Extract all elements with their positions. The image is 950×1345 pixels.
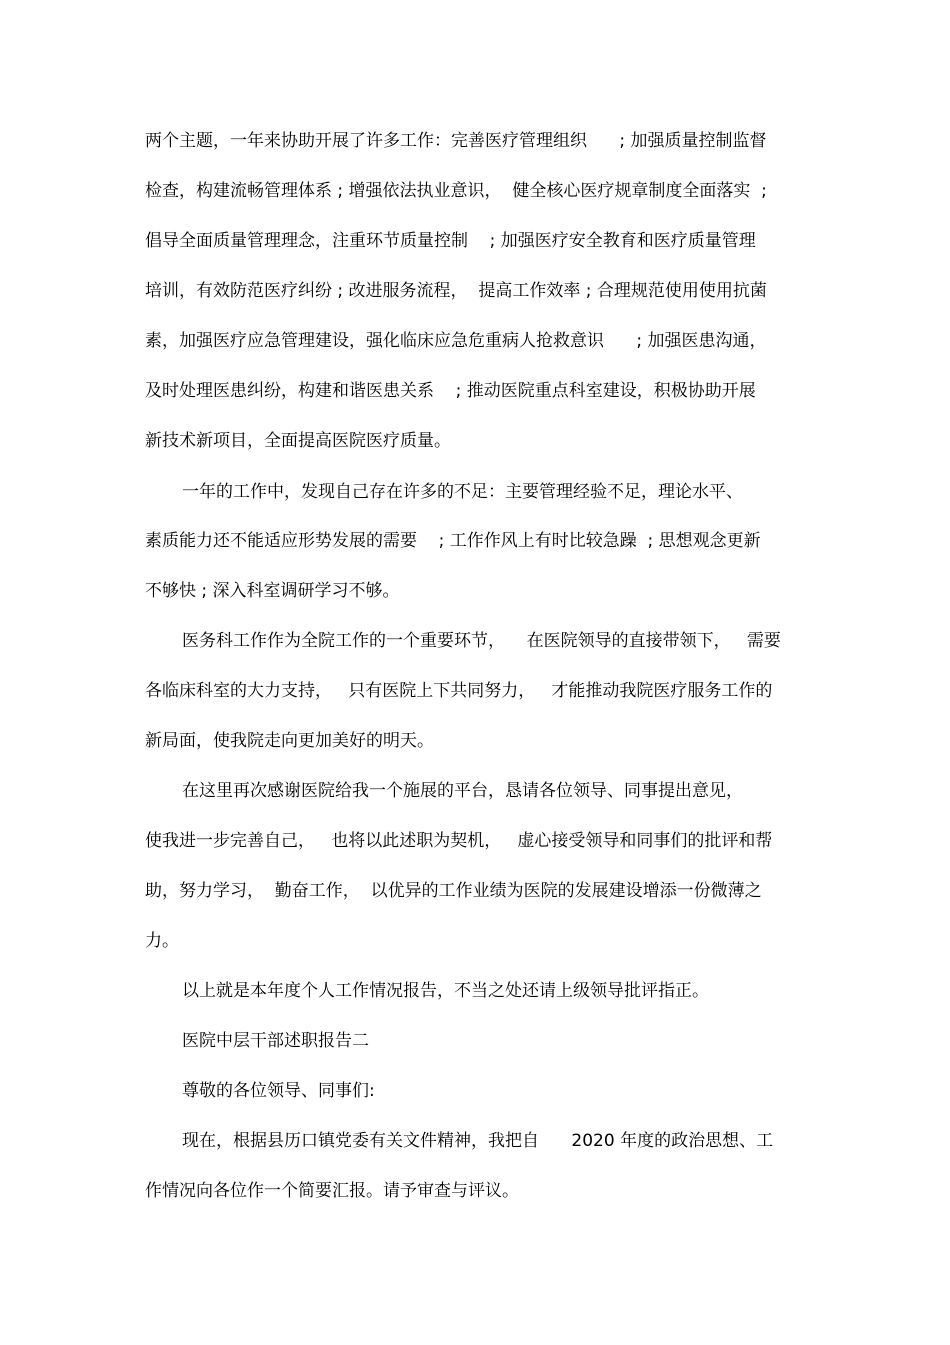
paragraph-start-line: 现在，根据县历口镇党委有关文件精神，我把自 2020 年度的政治思想、工 [182, 1131, 774, 1151]
text-line: 素，加强医疗应急管理建设，强化临床应急危重病人抢救意识 ; 加强医患沟通， [145, 331, 767, 351]
text-line: 新技术新项目，全面提高医院医疗质量。 [145, 431, 451, 451]
text-line: 两个主题，一年来协助开展了许多工作：完善医疗管理组织 ; 加强质量控制监督 [145, 131, 767, 151]
paragraph-start-line: 在这里再次感谢医院给我一个施展的平台，恳请各位领导、同事提出意见， [182, 781, 743, 801]
text-line: 使我进一步完善自己， 也将以此述职为契机， 虚心接受领导和同事们的批评和帮 [145, 831, 773, 851]
text-line: 检查，构建流畅管理体系 ; 增强依法执业意识， 健全核心医疗规章制度全面落实 ; [145, 181, 767, 201]
text-line: 及时处理医患纠纷，构建和谐医患关系 ; 推动医院重点科室建设，积极协助开展 [145, 381, 756, 401]
salutation: 尊敬的各位领导、同事们: [182, 1081, 375, 1101]
text-line: 素质能力还不能适应形势发展的需要 ; 工作作风上有时比较急躁 ; 思想观念更新 [145, 531, 761, 551]
text-line: 各临床科室的大力支持， 只有医院上下共同努力， 才能推动我院医疗服务工作的 [145, 681, 773, 701]
section-title: 医院中层干部述职报告二 [182, 1031, 369, 1051]
text-line: 力。 [145, 931, 179, 951]
paragraph-start-line: 一年的工作中，发现自己存在许多的不足：主要管理经验不足，理论水平、 [182, 482, 743, 502]
text-line: 助，努力学习， 勤奋工作， 以优异的工作业绩为医院的发展建设增添一份微薄之 [145, 881, 762, 901]
text-line: 培训，有效防范医疗纠纷 ; 改进服务流程， 提高工作效率 ; 合理规范使用使用抗菌 [145, 281, 767, 301]
closing-statement: 以上就是本年度个人工作情况报告，不当之处还请上级领导批评指正。 [182, 981, 709, 1001]
paragraph-start-line: 医务科工作作为全院工作的一个重要环节， 在医院领导的直接带领下， 需要 [182, 631, 781, 651]
text-line: 作情况向各位作一个简要汇报。请予审查与评议。 [145, 1181, 519, 1201]
text-line: 倡导全面质量管理理念，注重环节质量控制 ; 加强医疗安全教育和医疗质量管理 [145, 231, 756, 251]
text-line: 不够快 ; 深入科室调研学习不够。 [145, 581, 400, 601]
text-line: 新局面，使我院走向更加美好的明天。 [145, 731, 434, 751]
